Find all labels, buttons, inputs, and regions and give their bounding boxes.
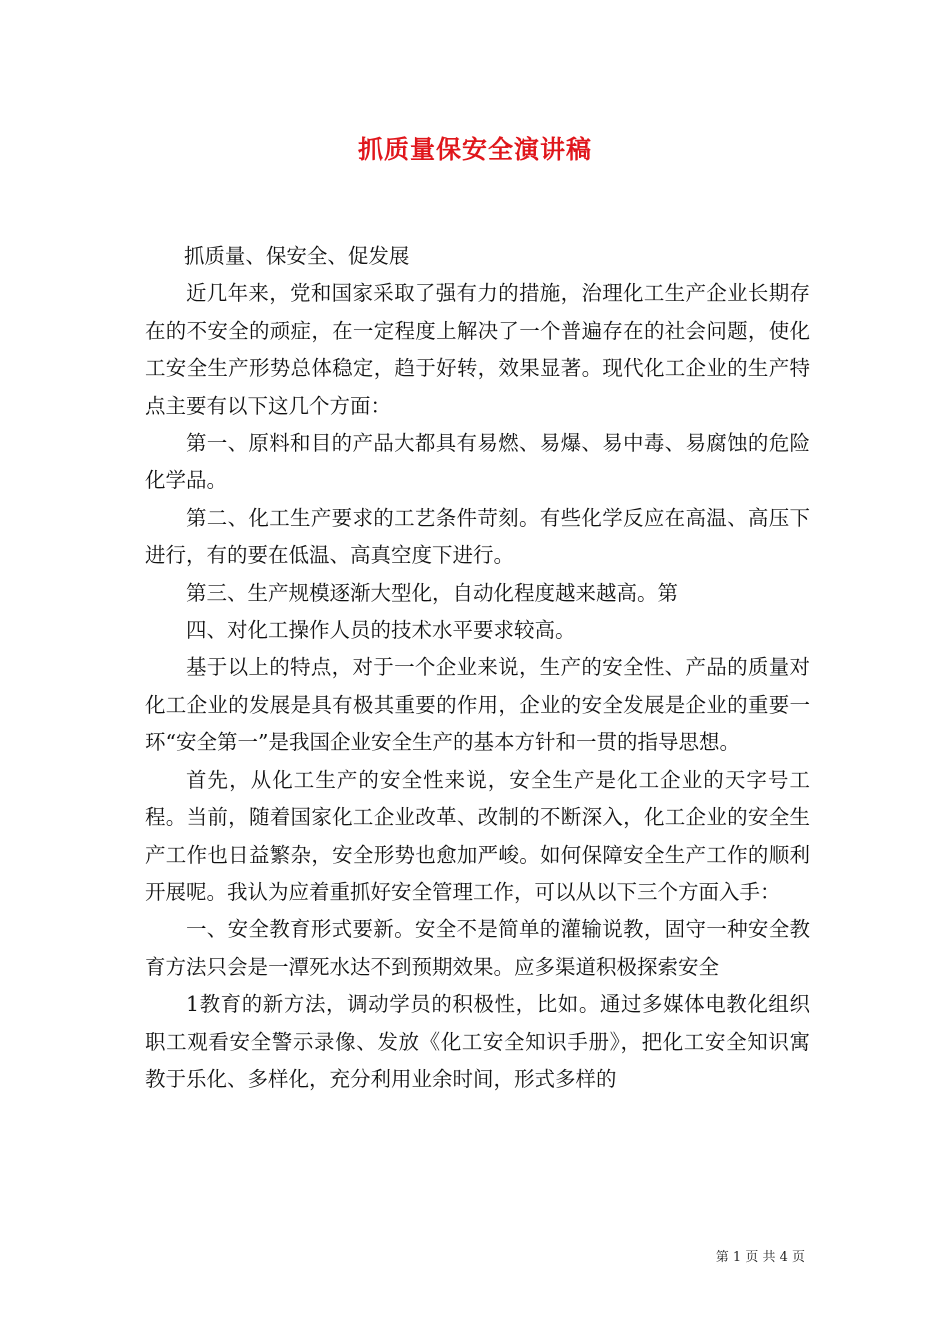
paragraph-education-method: 1教育的新方法，调动学员的积极性，比如。通过多媒体电教化组织职工观看安全警示录像、发放《化工安全知识手册》，把化工安全知识寓教于乐化、多样化，充分利用业余时间，形式多样的 (145, 992, 810, 1091)
paragraph-safety-first: 首先，从化工生产的安全性来说，安全生产是化工企业的天字号工程。当前，随着国家化工企业改革、改制的不断深入，化工企业的安全生产工作也日益繁杂，安全形势也愈加严峻。如何保障安全生产工作的顺利开展呢。我认为应着重抓好安全管理工作，可以从以下三个方面入手： (145, 767, 810, 904)
paragraph-intro: 近几年来，党和国家采取了强有力的措施，治理化工生产企业长期存在的不安全的顽症，在一定程度上解决了一个普遍存在的社会问题，使化工安全生产形势总体稳定，趋于好转，效果显著。现代化工企业的生产特点主要有以下这几个方面： (145, 281, 810, 418)
paragraph-point-3: 第三、生产规模逐渐大型化，自动化程度越来越高。第 (186, 580, 678, 605)
document-body (145, 238, 810, 1098)
document-title: 抓质量保安全演讲稿 (357, 135, 592, 164)
page-number-footer: 第 1 页 共 4 页 (715, 1250, 805, 1265)
paragraph-features-summary: 基于以上的特点，对于一个企业来说，生产的安全性、产品的质量对化工企业的发展是具有极其重要的作用，企业的安全发展是企业的重要一环“安全第一”是我国企业安全生产的基本方针和一贯的指导思想。 (145, 655, 810, 755)
paragraph-point-4: 四、对化工操作人员的技术水平要求较高。 (186, 618, 576, 643)
paragraph-point-1: 第一、原料和目的产品大都具有易燃、易爆、易中毒、易腐蚀的危险化学品。 (145, 431, 810, 493)
paragraph-subtitle: 抓质量、保安全、促发展 (183, 244, 410, 268)
paragraph-education-form: 一、安全教育形式要新。安全不是简单的灌输说教，固守一种安全教育方法只会是一潭死水达不到预期效果。应多渠道积极探索安全 (145, 917, 810, 979)
paragraph-point-2: 第二、化工生产要求的工艺条件苛刻。有些化学反应在高温、高压下进行，有的要在低温、高真空度下进行。 (145, 505, 810, 568)
